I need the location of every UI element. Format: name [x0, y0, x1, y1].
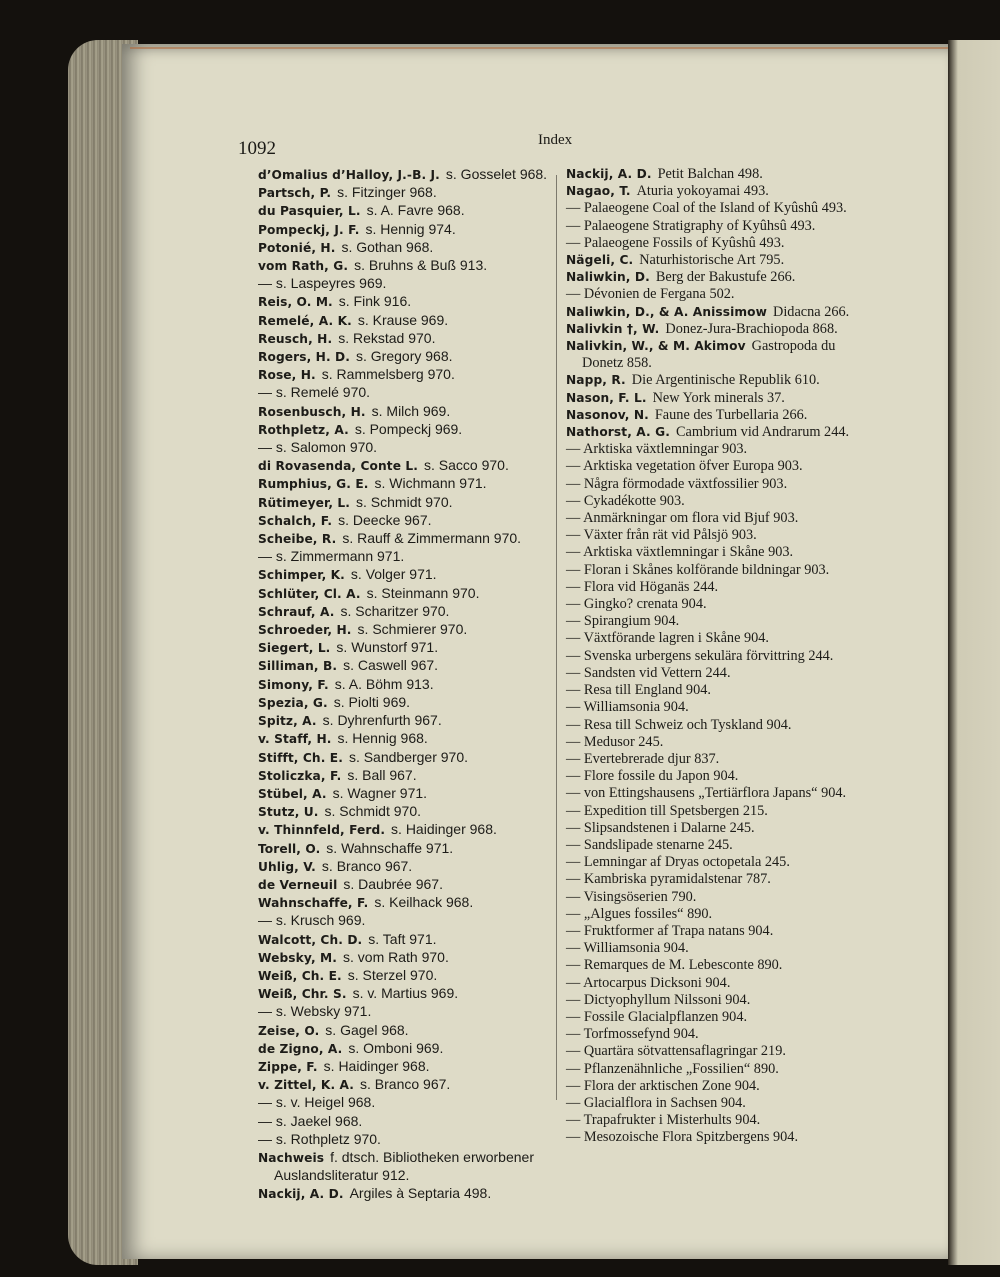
- index-entry-name: Siegert, L.: [258, 641, 331, 656]
- index-entry-name: Silliman, B.: [258, 659, 338, 674]
- index-entry-reference: s. Rammelsberg 970.: [321, 366, 455, 383]
- index-entry-name: Schrauf, A.: [258, 604, 335, 619]
- index-entry-reference: — Trapafrukter i Misterhults 904.: [566, 1112, 761, 1129]
- index-entry: [566, 1112, 876, 1129]
- index-entry-name: Nagao, T.: [566, 184, 631, 199]
- index-entry-reference: s. Sacco 970.: [424, 457, 509, 474]
- index-entry: [258, 1003, 548, 1021]
- index-entry-reference: s. v. Martius 969.: [352, 985, 459, 1002]
- index-entry-reference: s. Rekstad 970.: [338, 329, 436, 346]
- index-entry-name: Nason, F. L.: [566, 390, 647, 405]
- index-entry-name: Partsch, P.: [258, 186, 332, 201]
- index-entry: [566, 992, 876, 1009]
- index-entry-name: Nalivkin, W., & M. Akimov: [566, 339, 746, 354]
- index-column-left: [258, 166, 548, 1204]
- index-entry: [258, 239, 548, 257]
- index-entry: [566, 286, 876, 303]
- index-entry: [258, 403, 548, 421]
- index-entry: [258, 785, 548, 803]
- index-entry-reference: s. Taft 971.: [368, 930, 437, 947]
- index-entry-reference: Argiles à Septaria 498.: [349, 1185, 492, 1202]
- index-entry-reference: — „Algues fossiles“ 890.: [566, 905, 713, 922]
- index-entry-reference: — Mesozoische Flora Spitzbergens 904.: [566, 1129, 799, 1146]
- index-entry: [566, 476, 876, 493]
- index-entry-reference: s. A. Favre 968.: [366, 202, 465, 219]
- index-entry-reference: — Expedition till Spetsbergen 215.: [566, 802, 768, 819]
- index-entry-reference: Aturia yokoyamai 493.: [636, 183, 769, 200]
- index-entry: [566, 562, 876, 579]
- index-entry-reference: — Palaeogene Fossils of Kyûshû 493.: [566, 234, 785, 251]
- index-entry: [566, 1009, 876, 1026]
- index-entry: [258, 876, 548, 894]
- index-entry: [566, 837, 876, 854]
- index-entry: [566, 785, 876, 802]
- index-entry-reference: s. Caswell 967.: [343, 657, 439, 674]
- index-entry-reference: — von Ettingshausens „Tertiärflora Japans“ 904.: [566, 785, 847, 802]
- index-entry: [566, 871, 876, 888]
- index-entry-name: Walcott, Ch. D.: [258, 932, 363, 947]
- index-entry-reference: — s. Laspeyres 969.: [258, 275, 387, 292]
- index-entry-reference: s. Branco 967.: [321, 857, 413, 874]
- index-entry-reference: — Lemningar af Dryas octopetala 245.: [566, 854, 790, 871]
- index-entry: [566, 1129, 876, 1146]
- index-entry: [258, 1094, 548, 1112]
- index-entry: [566, 613, 876, 630]
- index-entry-name: Rosenbusch, H.: [258, 404, 366, 419]
- index-entry: [566, 372, 876, 389]
- index-entry-name: Zeise, O.: [258, 1023, 320, 1038]
- page-number: 1092: [238, 138, 276, 159]
- index-entry-name: Nathorst, A. G.: [566, 425, 670, 440]
- index-entry-reference: — Torfmossefynd 904.: [566, 1026, 699, 1043]
- index-entry-reference: — Svenska urbergens sekulära förvittring 244.: [566, 647, 834, 664]
- index-entry-reference: — s. Salomon 970.: [258, 439, 378, 456]
- index-entry-name: Nasonov, N.: [566, 407, 649, 422]
- index-entry-reference: s. Daubrée 967.: [343, 875, 443, 892]
- index-entry-reference: s. Milch 969.: [371, 402, 451, 419]
- index-entry-reference: s. Scharitzer 970.: [340, 602, 450, 619]
- index-entry: [258, 566, 548, 584]
- index-entry: [258, 202, 548, 220]
- index-entry-name: Potonié, H.: [258, 240, 336, 255]
- index-entry-reference: s. Hennig 974.: [365, 220, 456, 237]
- index-entry-name: Torell, O.: [258, 841, 321, 856]
- index-entry: [258, 712, 548, 730]
- index-entry: [258, 894, 548, 912]
- index-entry-name: Weiß, Ch. E.: [258, 968, 342, 983]
- index-entry-reference: s. Rauff & Zimmermann 970.: [342, 530, 522, 547]
- index-entry-reference: — Arktiska växtlemningar 903.: [566, 441, 748, 458]
- index-entry: [566, 699, 876, 716]
- index-entry: [258, 330, 548, 348]
- index-entry: [258, 1058, 548, 1076]
- index-entry: [258, 639, 548, 657]
- index-entry: [258, 1076, 548, 1094]
- index-entry-reference: — Arktiska växtlemningar i Skåne 903.: [566, 544, 794, 561]
- index-entry: [258, 166, 548, 184]
- index-entry: [258, 221, 548, 239]
- index-entry-name: di Rovasenda, Conte L.: [258, 459, 419, 474]
- index-entry: [258, 1040, 548, 1058]
- index-entry-name: Stifft, Ch. E.: [258, 750, 343, 765]
- index-entry: [566, 527, 876, 544]
- index-entry: [566, 218, 876, 235]
- index-entry-reference: Berg der Bakustufe 266.: [655, 269, 796, 286]
- index-entry-name: Schalch, F.: [258, 513, 333, 528]
- index-entry: [566, 751, 876, 768]
- index-entry-reference: s. Wichmann 971.: [374, 475, 487, 492]
- index-entry-reference: — s. Websky 971.: [258, 1003, 372, 1020]
- index-entry-reference: — s. Rothpletz 970.: [258, 1130, 381, 1147]
- index-entry: [566, 923, 876, 940]
- index-entry-reference: — Gingko? crenata 904.: [566, 596, 707, 613]
- index-entry: [258, 1131, 548, 1149]
- index-entry-reference: — Flore fossile du Japon 904.: [566, 768, 739, 785]
- index-entry-name: du Pasquier, L.: [258, 204, 361, 219]
- index-entry-reference: Cambrium vid Andrarum 244.: [675, 424, 850, 441]
- index-entry: [258, 621, 548, 639]
- index-entry-name: Stutz, U.: [258, 805, 319, 820]
- index-entry: [566, 682, 876, 699]
- index-entry-reference: — Floran i Skånes kolförande bildningar 903.: [566, 561, 830, 578]
- index-entry-reference: s. Sandberger 970.: [348, 748, 469, 765]
- index-entry-reference: — Pflanzenähnliche „Fossilien“ 890.: [566, 1060, 779, 1077]
- index-entry-reference: — Visingsöserien 790.: [566, 888, 697, 905]
- index-entry: [258, 366, 548, 384]
- adjacent-page-edge: [948, 40, 1000, 1265]
- index-entry-reference: s. Gothan 968.: [341, 238, 434, 255]
- index-entry: [258, 694, 548, 712]
- index-entry: [258, 858, 548, 876]
- index-entry: [566, 1043, 876, 1060]
- index-entry-reference: — Flora vid Höganäs 244.: [566, 578, 719, 595]
- index-entry-reference: — s. Jaekel 968.: [258, 1112, 363, 1129]
- index-entry-name: Stoliczka, F.: [258, 768, 342, 783]
- index-entry-reference: — Växtförande lagren i Skåne 904.: [566, 630, 770, 647]
- index-entry-reference: — Anmärkningar om flora vid Bjuf 903.: [566, 510, 799, 527]
- index-entry: [566, 390, 876, 407]
- index-entry-reference: — s. Remelé 970.: [258, 384, 371, 401]
- index-entry: [566, 252, 876, 269]
- index-entry-name: Napp, R.: [566, 373, 626, 388]
- index-entry: [566, 957, 876, 974]
- index-entry-name: Rumphius, G. E.: [258, 477, 369, 492]
- index-entry-name: Rose, H.: [258, 368, 316, 383]
- index-entry: [566, 596, 876, 613]
- index-entry: [258, 676, 548, 694]
- index-entry-name: Naliwkin, D., & A. Anissimow: [566, 304, 767, 319]
- index-entry-reference: — s. Krusch 969.: [258, 912, 366, 929]
- index-entry: [258, 348, 548, 366]
- index-entry: [258, 912, 548, 930]
- index-entry-reference: s. Ball 967.: [347, 766, 417, 783]
- index-entry-name: Spezia, G.: [258, 695, 328, 710]
- index-entry-reference: — Remarques de M. Lebesconte 890.: [566, 957, 783, 974]
- index-entry: [258, 985, 548, 1003]
- index-entry-reference: s. Haidinger 968.: [323, 1057, 430, 1074]
- index-entry-name: Nackij, A. D.: [258, 1187, 344, 1202]
- index-entry-reference: — Palaeogene Stratigraphy of Kyûhsû 493.: [566, 217, 816, 234]
- index-entry-name: Remelé, A. K.: [258, 313, 352, 328]
- index-entry-reference: s. Haidinger 968.: [391, 821, 497, 838]
- index-entry-reference: s. Wagner 971.: [332, 784, 428, 801]
- index-entry-reference: s. Krause 969.: [357, 311, 449, 328]
- index-entry: [566, 458, 876, 475]
- index-entry: [566, 424, 876, 441]
- index-entry-reference: s. Keilhack 968.: [374, 894, 474, 911]
- index-entry: [566, 441, 876, 458]
- index-entry-reference: — Växter från rät vid Pålsjö 903.: [566, 527, 757, 544]
- index-entry: [258, 603, 548, 621]
- index-entry-name: Zippe, F.: [258, 1059, 318, 1074]
- index-entry: [566, 579, 876, 596]
- index-entry-reference: s. Pompeckj 969.: [354, 420, 463, 437]
- index-entry-reference: Faune des Turbellaria 266.: [654, 406, 808, 423]
- index-entry-name: Nägeli, C.: [566, 253, 634, 268]
- index-entry-name: Schlüter, Cl. A.: [258, 586, 361, 601]
- index-entry: [258, 767, 548, 785]
- index-entry-name: Pompeckj, J. F.: [258, 222, 360, 237]
- index-entry: [258, 257, 548, 275]
- index-entry-name: v. Staff, H.: [258, 732, 332, 747]
- index-entry-reference: — Arktiska vegetation öfver Europa 903.: [566, 458, 803, 475]
- index-entry-name: Reis, O. M.: [258, 295, 333, 310]
- index-entry-name: Rütimeyer, L.: [258, 495, 351, 510]
- index-entry: [258, 657, 548, 675]
- index-entry: [258, 803, 548, 821]
- index-entry-reference: — Dictyophyllum Nilssoni 904.: [566, 991, 751, 1008]
- index-entry: [566, 510, 876, 527]
- index-entry-reference: — Artocarpus Dicksoni 904.: [566, 974, 731, 991]
- index-entry: [258, 530, 548, 548]
- index-entry: [258, 421, 548, 439]
- index-entry-reference: s. Schmidt 970.: [356, 493, 453, 510]
- index-entry-name: v. Zittel, K. A.: [258, 1078, 355, 1093]
- index-entry: [566, 544, 876, 561]
- index-entry: [258, 494, 548, 512]
- index-entry: [258, 840, 548, 858]
- index-entry: [258, 384, 548, 402]
- index-entry-reference: — Glacialflora in Sachsen 904.: [566, 1094, 746, 1111]
- index-entry-reference: s. Volger 971.: [350, 566, 437, 583]
- index-entry: [566, 889, 876, 906]
- index-entry-reference: s. Schmierer 970.: [357, 621, 468, 638]
- index-entry-reference: s. Sterzel 970.: [347, 966, 438, 983]
- index-entry: [566, 803, 876, 820]
- index-entry-reference: — Williamsonia 904.: [566, 940, 689, 957]
- page-header: [0, 130, 1000, 160]
- index-entry: [258, 457, 548, 475]
- index-entry: [566, 1061, 876, 1078]
- index-entry: [566, 854, 876, 871]
- index-entry-name: Schroeder, H.: [258, 623, 352, 638]
- index-entry-name: Naliwkin, D.: [566, 270, 650, 285]
- index-entry: [566, 407, 876, 424]
- index-entry: [566, 321, 876, 338]
- index-entry-name: Spitz, A.: [258, 714, 317, 729]
- index-entry-name: de Zigno, A.: [258, 1041, 343, 1056]
- index-entry-name: Reusch, H.: [258, 331, 333, 346]
- index-entry: [566, 648, 876, 665]
- index-entry-reference: — Cykadékotte 903.: [566, 492, 685, 509]
- index-entry-name: v. Thinnfeld, Ferd.: [258, 823, 386, 838]
- index-entry-reference: — Williamsonia 904.: [566, 699, 689, 716]
- index-entry-reference: s. Steinmann 970.: [366, 584, 480, 601]
- index-entry: [566, 493, 876, 510]
- page-top-edge-line: [130, 47, 950, 49]
- index-entry-reference: — Fruktformer af Trapa natans 904.: [566, 922, 774, 939]
- index-entry-reference: s. Wahnschaffe 971.: [326, 839, 454, 856]
- index-entry-name: Nalivkin †, W.: [566, 321, 660, 336]
- index-entry-reference: Petit Balchan 498.: [657, 166, 763, 182]
- index-entry-reference: s. Fink 916.: [338, 293, 412, 310]
- index-entry-reference: s. Branco 967.: [360, 1076, 451, 1093]
- index-entry: [258, 475, 548, 493]
- index-entry-reference: New York minerals 37.: [652, 389, 785, 406]
- index-entry-reference: Naturhistorische Art 795.: [639, 252, 785, 269]
- index-entry: [258, 439, 548, 457]
- index-entry-reference: — Fossile Glacialpflanzen 904.: [566, 1008, 748, 1025]
- index-entry-reference: s. Bruhns & Buß 913.: [354, 257, 488, 274]
- index-entry: [258, 949, 548, 967]
- index-entry-name: d’Omalius d’Halloy, J.-B. J.: [258, 168, 440, 182]
- index-entry: [566, 820, 876, 837]
- index-entry: [258, 730, 548, 748]
- index-entry: [258, 275, 548, 293]
- index-entry: [566, 200, 876, 217]
- index-entry: [566, 734, 876, 751]
- index-entry-reference: — Evertebrerade djur 837.: [566, 750, 720, 767]
- index-entry-name: Nackij, A. D.: [566, 167, 652, 181]
- index-entry-reference: — s. v. Heigel 968.: [258, 1094, 376, 1111]
- index-entry-reference: s. Fitzinger 968.: [337, 184, 437, 201]
- index-entry: [566, 304, 876, 321]
- index-entry: [566, 768, 876, 785]
- index-entry-name: Wahnschaffe, F.: [258, 896, 369, 911]
- index-entry-reference: — Dévonien de Fergana 502.: [566, 286, 735, 303]
- index-entry-reference: s. Wunstorf 971.: [336, 639, 439, 656]
- index-entry: [566, 183, 876, 200]
- index-entry: [258, 1022, 548, 1040]
- index-entry-reference: s. Hennig 968.: [337, 730, 428, 747]
- column-divider: [556, 175, 557, 1100]
- index-entry-name: Scheibe, R.: [258, 532, 337, 547]
- index-entry-name: Nachweis: [258, 1150, 325, 1165]
- index-column-right: [566, 166, 876, 1147]
- index-entry-reference: s. Piolti 969.: [333, 693, 411, 710]
- index-entry-reference: — Sandslipade stenarne 245.: [566, 836, 733, 853]
- index-entry: [566, 665, 876, 682]
- running-title: Index: [538, 132, 573, 148]
- index-entry: [258, 585, 548, 603]
- index-entry: [566, 975, 876, 992]
- index-entry-reference: — Quartära sötvattensaflagringar 219.: [566, 1043, 786, 1060]
- index-entry: [258, 931, 548, 949]
- index-entry: [258, 548, 548, 566]
- index-entry-reference: — Flora der arktischen Zone 904.: [566, 1077, 760, 1094]
- index-entry: [566, 630, 876, 647]
- index-entry: [566, 166, 876, 183]
- index-entry-reference: — Palaeogene Coal of the Island of Kyûshû 493.: [566, 200, 847, 217]
- index-entry-reference: — s. Zimmermann 971.: [258, 548, 405, 565]
- index-entry: [566, 940, 876, 957]
- index-entry: [258, 821, 548, 839]
- index-entry-reference: — Slipsandstenen i Dalarne 245.: [566, 819, 755, 836]
- index-entry-name: Stübel, A.: [258, 786, 327, 801]
- index-entry: [566, 235, 876, 252]
- index-entry: [258, 1149, 548, 1185]
- index-entry-name: Uhlig, V.: [258, 859, 316, 874]
- index-entry: [258, 312, 548, 330]
- index-entry-reference: s. Gosselet 968.: [445, 166, 548, 182]
- index-entry-reference: Die Argentinische Republik 610.: [631, 372, 820, 389]
- index-entry-reference: s. Gagel 968.: [325, 1021, 409, 1038]
- index-entry-reference: f. dtsch. Bibliotheken erworbener Auslandsliteratur 912.: [274, 1148, 534, 1184]
- index-entry: [258, 749, 548, 767]
- index-entry-name: Websky, M.: [258, 950, 337, 965]
- index-entry-name: Schimper, K.: [258, 568, 345, 583]
- index-entry: [566, 717, 876, 734]
- index-entry: [566, 1026, 876, 1043]
- index-entry-name: de Verneuil: [258, 877, 338, 892]
- index-entry-name: Simony, F.: [258, 677, 329, 692]
- index-entry: [258, 184, 548, 202]
- index-entry-reference: Donez-Jura-Brachiopoda 868.: [665, 320, 838, 337]
- index-entry: [258, 293, 548, 311]
- index-entry-name: vom Rath, G.: [258, 259, 349, 274]
- index-entry-reference: s. Schmidt 970.: [324, 803, 421, 820]
- index-entry-reference: s. Deecke 967.: [338, 511, 432, 528]
- index-entry: [566, 1095, 876, 1112]
- index-entry: [566, 269, 876, 286]
- index-entry-reference: Gastropoda du Donetz 858.: [582, 338, 836, 372]
- index-entry-reference: — Resa till England 904.: [566, 682, 711, 699]
- index-entry-reference: s. Omboni 969.: [348, 1039, 444, 1056]
- index-entry-name: Rogers, H. D.: [258, 350, 351, 365]
- index-entry: [258, 967, 548, 985]
- index-entry-reference: — Spirangium 904.: [566, 613, 680, 630]
- index-entry-reference: s. Gregory 968.: [356, 348, 453, 365]
- index-entry-reference: s. vom Rath 970.: [343, 948, 449, 965]
- index-entry: [258, 512, 548, 530]
- index-entry-reference: — Några förmodade växtfossilier 903.: [566, 475, 788, 492]
- index-entry-reference: — Medusor 245.: [566, 733, 664, 750]
- index-entry-reference: Didacna 266.: [773, 303, 850, 320]
- index-entry-name: Rothpletz, A.: [258, 422, 349, 437]
- index-entry-name: Weiß, Chr. S.: [258, 987, 347, 1002]
- index-entry-reference: s. Dyhrenfurth 967.: [322, 712, 442, 729]
- index-entry: [258, 1113, 548, 1131]
- index-entry: [566, 338, 876, 372]
- index-entry: [566, 1078, 876, 1095]
- index-entry-reference: s. A. Böhm 913.: [334, 675, 434, 692]
- index-entry-reference: — Resa till Schweiz och Tyskland 904.: [566, 716, 792, 733]
- index-entry-reference: — Sandsten vid Vettern 244.: [566, 664, 731, 681]
- index-entry-reference: — Kambriska pyramidalstenar 787.: [566, 871, 771, 888]
- index-entry: [258, 1185, 548, 1203]
- index-entry: [566, 906, 876, 923]
